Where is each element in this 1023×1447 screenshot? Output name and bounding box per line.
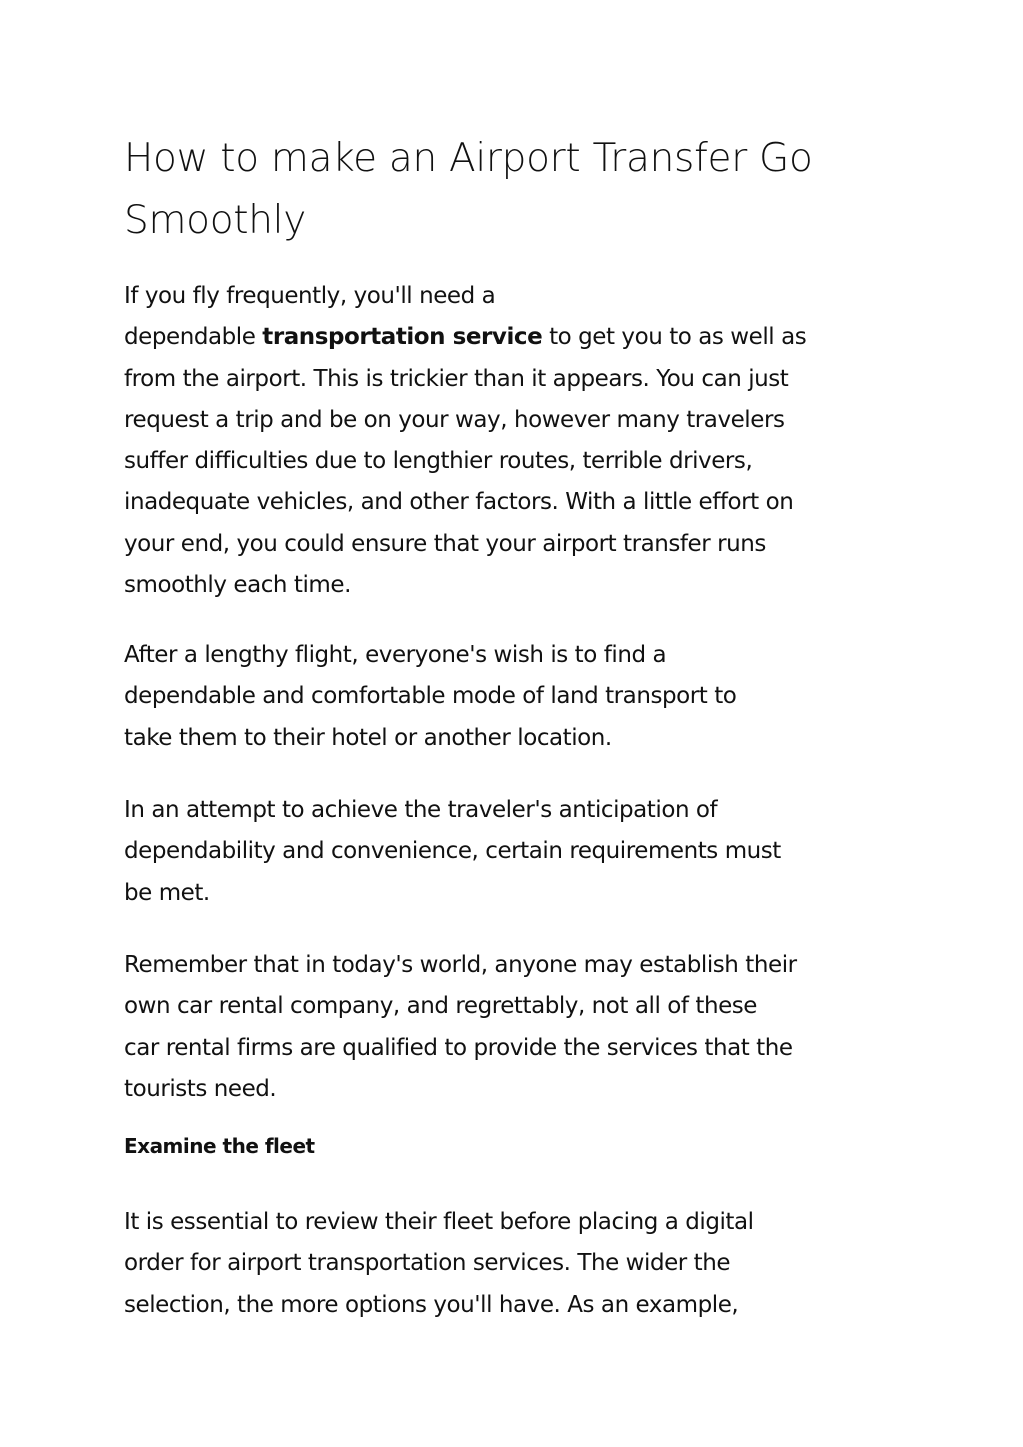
paragraph-line: Remember that in today's world, anyone may establish their	[124, 952, 797, 978]
paragraph-line: selection, the more options you'll have. As an example,	[124, 1291, 739, 1318]
paragraph-line: car rental firms are qualified to provide the services that the	[124, 1034, 793, 1061]
paragraph-line: If you fly frequently, you'll need a	[124, 283, 496, 309]
text-run: dependable	[124, 324, 263, 351]
paragraph-line	[124, 317, 806, 358]
title-line: Smoothly	[124, 198, 306, 243]
bold-phrase: transportation service	[262, 324, 543, 351]
paragraph-line: from the airport. This is trickier than it appears. You can just	[124, 365, 789, 392]
paragraph-line: suffer difficulties due to lengthier routes, terrible drivers,	[124, 448, 753, 475]
paragraph	[124, 635, 736, 759]
paragraph-line: smoothly each time.	[124, 572, 351, 599]
paragraph-line: In an attempt to achieve the traveler's anticipation of	[124, 797, 718, 823]
paragraph-line: After a lengthy flight, everyone's wish is to find a	[124, 642, 667, 668]
paragraph	[124, 945, 797, 1110]
paragraph-line: order for airport transportation services. The wider the	[124, 1250, 731, 1277]
paragraph-line: take them to their hotel or another location.	[124, 724, 612, 751]
paragraph-line: request a trip and be on your way, however many travelers	[124, 406, 785, 433]
paragraph	[124, 1202, 754, 1326]
text-run: to get you to as well as	[542, 324, 807, 351]
article	[124, 128, 914, 1318]
paragraph-line: tourists need.	[124, 1075, 277, 1102]
paragraph-line: dependability and convenience, certain requirements must	[124, 838, 781, 865]
paragraph-line: It is essential to review their fleet before placing a digital	[124, 1209, 754, 1235]
paragraph-line: be met.	[124, 879, 210, 906]
paragraph-line: dependable and comfortable mode of land transport to	[124, 683, 737, 710]
title-line: How to make an Airport Transfer Go	[124, 136, 813, 181]
paragraph-line: own car rental company, and regrettably, not all of these	[124, 993, 758, 1020]
paragraph-line: your end, you could ensure that your airport transfer runs	[124, 530, 766, 557]
paragraph	[124, 790, 781, 914]
paragraph-line: inadequate vehicles, and other factors. With a little effort on	[124, 489, 794, 516]
intro-paragraph	[124, 276, 806, 606]
section-heading: Examine the fleet	[124, 1134, 315, 1158]
article-title	[124, 128, 914, 252]
